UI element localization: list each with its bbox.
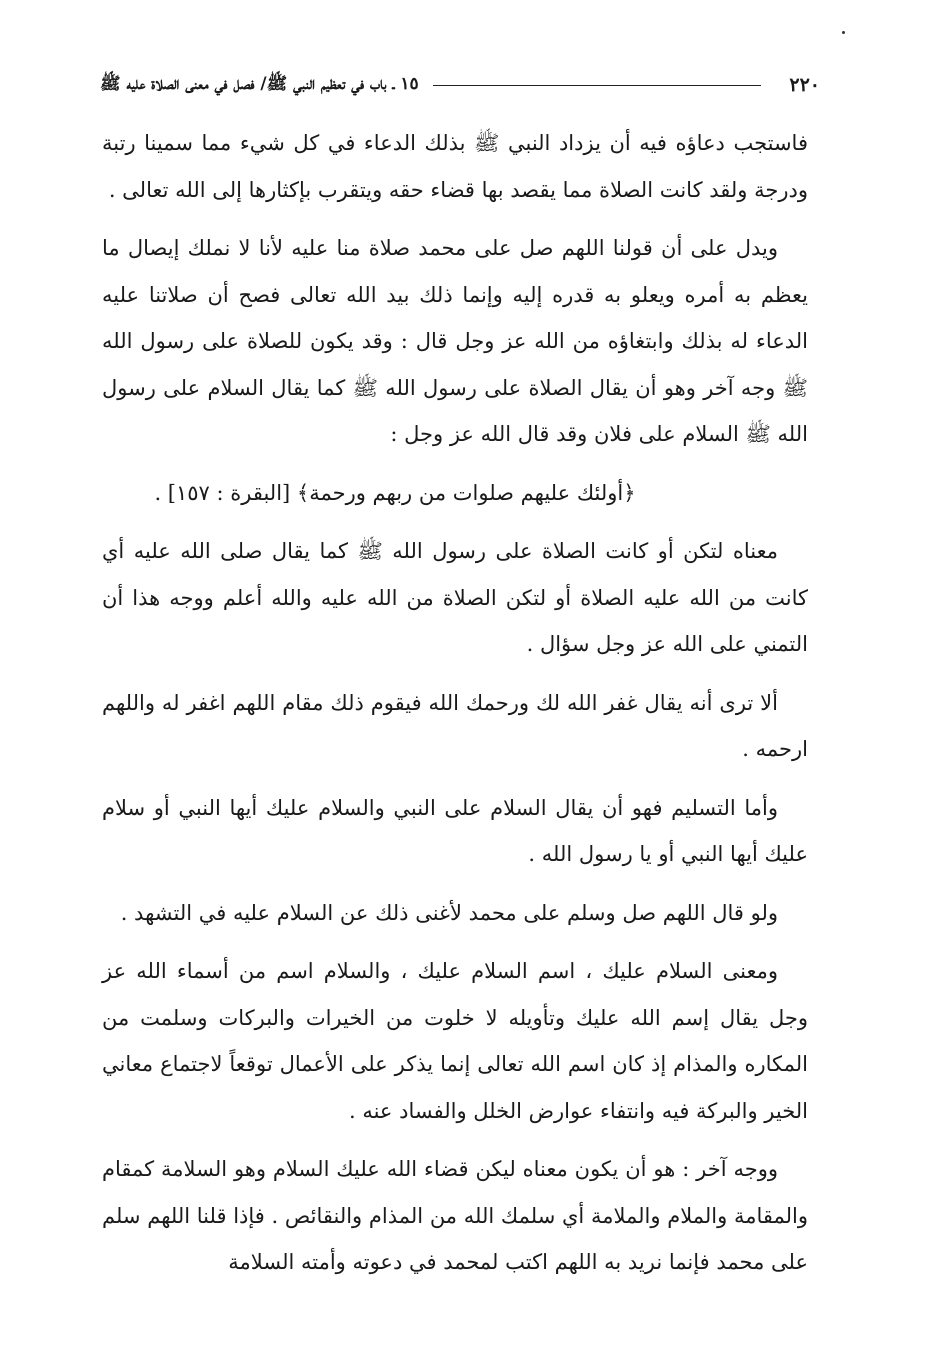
page-body: [102, 120, 808, 1298]
paragraph-1: فاستجب دعاؤه فيه أن يزداد النبي ﷺ بذلك الدعاء في كل شيء مما سمينا رتبة ودرجة ولقد كانت الصلاة مما يقصد بها قضاء حقه ويتقرب بإكثارها إلى الله تعالى .: [102, 131, 808, 202]
quran-verse: ﴿أولئك عليهم صلوات من ربهم ورحمة﴾ [البقرة : ١٥٧] .: [154, 480, 636, 505]
paragraph-7: ومعنى السلام عليك ، اسم السلام عليك ، والسلام اسم من أسماء الله عز وجل يقال إسم الله عليك وتأويله لا خلوت من الخيرات والبركات وسلمت من المكاره والمذام إذ كان اسم الله تعالى إنما يذكر على الأعمال توقعاً لاجتماع معاني الخير والبركة فيه وانتفاء عوارض الخلل والفساد عنه .: [102, 959, 808, 1123]
paragraph-6: ولو قال اللهم صل وسلم على محمد لأغنى ذلك عن السلام عليه في التشهد .: [120, 900, 778, 925]
paragraph-3: معناه لتكن أو كانت الصلاة على رسول الله ﷺ كما يقال صلى الله عليه أي كانت من الله عليه الصلاة أو لتكن الصلاة من الله عليه والله أعلم ووجه هذا أن التمني على الله عز وجل سؤال .: [102, 539, 808, 656]
scan-speck: [842, 31, 845, 34]
header-rule: [433, 85, 762, 86]
paragraph-5: وأما التسليم فهو أن يقال السلام على النبي والسلام عليك أيها النبي أو سلام عليك أيها النبي أو يا رسول الله .: [102, 795, 808, 866]
page-number: ٢٢٠: [789, 74, 820, 96]
paragraph-2: ويدل على أن قولنا اللهم صل على محمد صلاة منا عليه لأنا لا نملك إيصال ما يعظم به أمره ويعلو به قدره إليه وإنما ذلك بيد الله تعالى فصح أن صلاتنا عليه الدعاء له بذلك وابتغاؤه من الله عز وجل قال : وقد يكون للصلاة على رسول الله ﷺ وجه آخر وهو أن يقال الصلاة على رسول الله ﷺ كما يقال السلام على رسول الله ﷺ السلام على فلان وقد قال الله عز وجل :: [102, 236, 808, 446]
running-header: [100, 68, 820, 102]
chapter-title: ١٥ ـ باب في تعظيم النبي ﷺ/ فصل في معنى الصلاة عليه ﷺ: [100, 73, 419, 94]
paragraph-8: ووجه آخر : هو أن يكون معناه ليكن قضاء الله عليك السلام وهو السلامة كمقام والمقامة والملام والملامة أي سلمك الله من المذام والنقائص . فإذا قلنا اللهم سلم على محمد فإنما نريد به اللهم اكتب لمحمد في دعوته وأمته السلامة: [102, 1157, 808, 1274]
paragraph-4: ألا ترى أنه يقال غفر الله لك ورحمك الله فيقوم ذلك مقام اللهم اغفر له واللهم ارحمه .: [102, 690, 808, 761]
